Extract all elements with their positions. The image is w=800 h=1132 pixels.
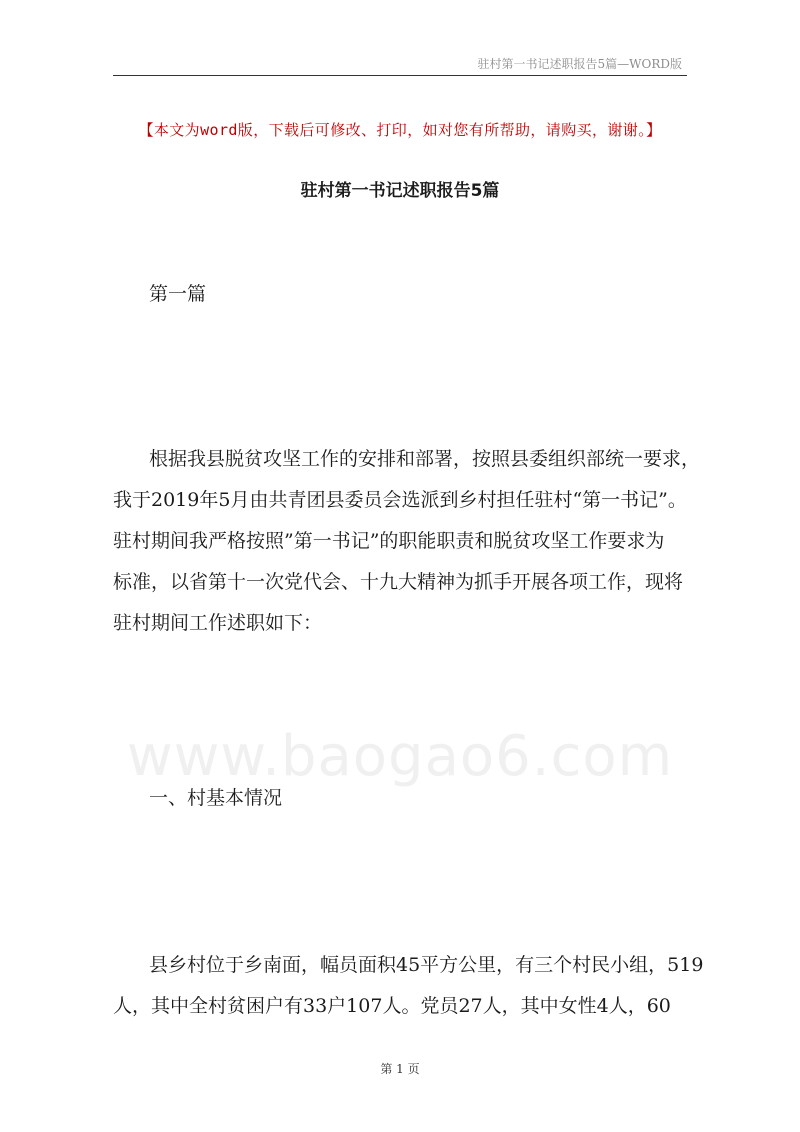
paragraph-line: 驻村期间工作述职如下： <box>113 612 323 634</box>
watermark: www.baogao6.com <box>126 724 674 789</box>
purchase-notice: 【本文为word版，下载后可修改、打印，如对您有所帮助，请购买，谢谢。】 <box>138 121 662 139</box>
paragraph-line: 人，其中全村贫困户有33户107人。党员27人，其中女性4人，60 <box>113 995 671 1017</box>
paragraph-line: 标准，以省第十一次党代会、十九大精神为抓手开展各项工作，现将 <box>113 571 684 593</box>
running-header: 驻村第一书记述职报告5篇—WORD版 <box>477 57 682 71</box>
section-heading: 一、村基本情况 <box>149 787 283 809</box>
document-title: 驻村第一书记述职报告5篇 <box>300 181 500 201</box>
paragraph-line: 我于2019年5月由共青团县委员会选派到乡村担任驻村“第一书记”。 <box>113 489 687 511</box>
paragraph-line: 县乡村位于乡南面，幅员面积45平方公里，有三个村民小组，519 <box>149 954 704 976</box>
page-number: 第 1 页 <box>380 1062 420 1076</box>
paragraph-line: 根据我县脱贫攻坚工作的安排和部署，按照县委组织部统一要求， <box>149 448 701 470</box>
paragraph-line: 驻村期间我严格按照”第一书记”的职能职责和脱贫攻坚工作要求为 <box>113 530 665 552</box>
section-label: 第一篇 <box>149 283 207 305</box>
header-divider <box>113 75 687 76</box>
